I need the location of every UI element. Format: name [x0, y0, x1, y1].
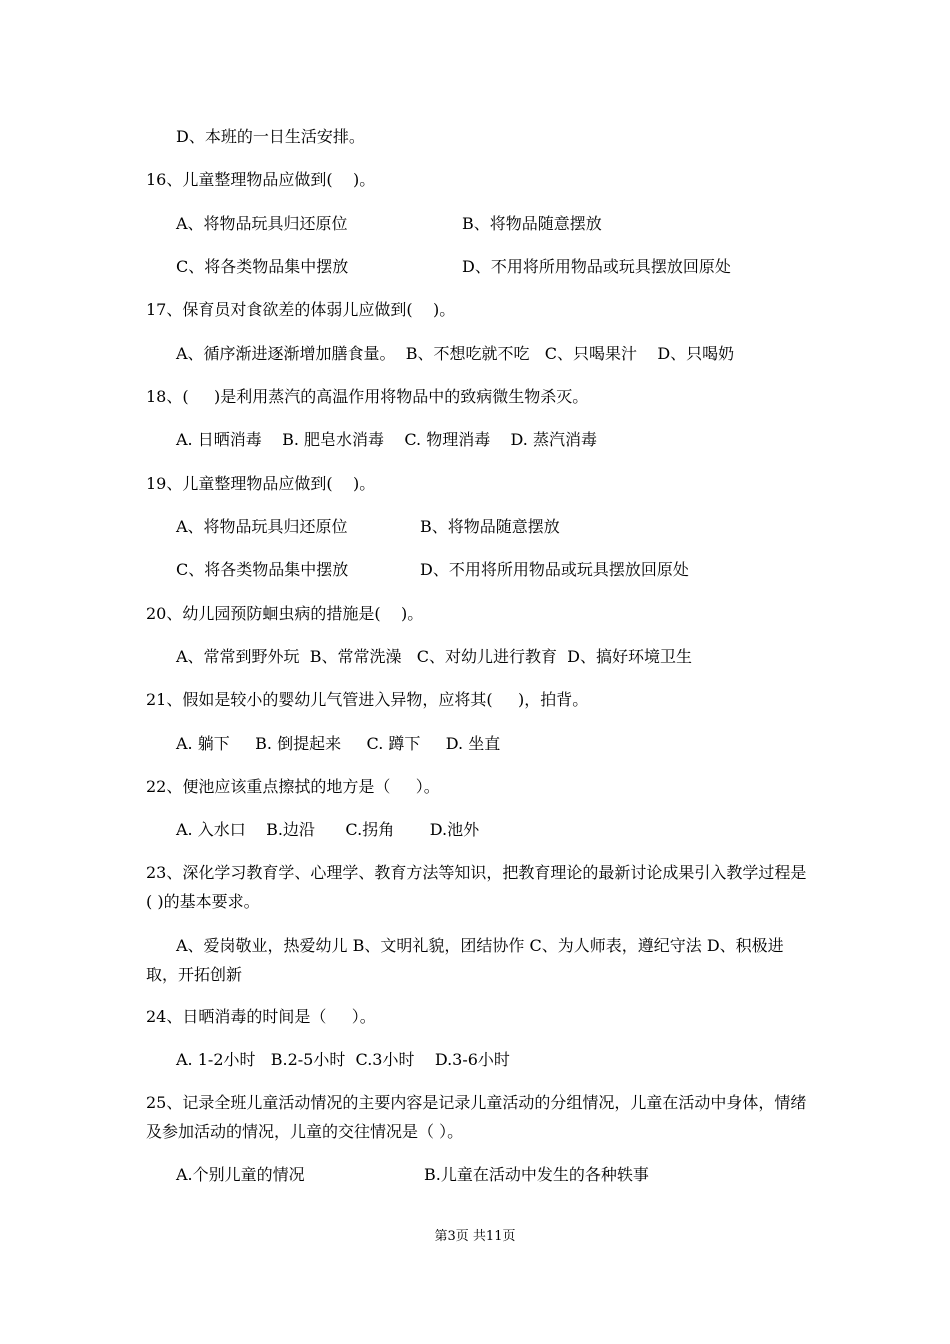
q16-option-a: A、将物品玩具归还原位: [176, 214, 348, 233]
q16-option-d: D、不用将所用物品或玩具摆放回原处: [462, 257, 731, 276]
q25-option-a: A.个别儿童的情况: [176, 1165, 305, 1184]
q19-option-d: D、不用将所用物品或玩具摆放回原处: [420, 560, 689, 579]
q24-options: A. 1-2小时 B.2-5小时 C.3小时 D.3-6小时: [176, 1050, 510, 1069]
q19-option-b: B、将物品随意摆放: [420, 517, 560, 536]
q17-options: A、循序渐进逐渐增加膳食量。 B、不想吃就不吃 C、只喝果汁 D、只喝奶: [176, 344, 735, 363]
q21-options: A. 躺下 B. 倒提起来 C. 蹲下 D. 坐直: [176, 734, 501, 753]
q23-question: 23、深化学习教育学、心理学、教育方法等知识，把教育理论的最新讨论成果引入教学过程是( )的基本要求。: [146, 863, 807, 911]
q21-question: 21、假如是较小的婴幼儿气管进入异物，应将其( )，拍背。: [146, 690, 589, 709]
q19-question: 19、儿童整理物品应做到( )。: [146, 474, 376, 493]
page-footer: 第3页 共11页: [434, 1229, 516, 1244]
q25-option-b: B.儿童在活动中发生的各种轶事: [424, 1165, 649, 1184]
q16-option-b: B、将物品随意摆放: [462, 214, 602, 233]
q17-question: 17、保育员对食欲差的体弱儿应做到( )。: [146, 300, 456, 319]
q20-question: 20、幼儿园预防蛔虫病的措施是( )。: [146, 604, 424, 623]
q19-option-a: A、将物品玩具归还原位: [176, 517, 348, 536]
q20-options: A、常常到野外玩 B、常常洗澡 C、对幼儿进行教育 D、搞好环境卫生: [176, 647, 692, 666]
q22-options: A. 入水口 B.边沿 C.拐角 D.池外: [176, 820, 480, 839]
q22-question: 22、便池应该重点擦拭的地方是（ ）。: [146, 777, 440, 796]
q18-question: 18、( )是利用蒸汽的高温作用将物品中的致病微生物杀灭。: [146, 387, 589, 406]
q24-question: 24、日晒消毒的时间是（ ）。: [146, 1007, 376, 1026]
q15-option-d: D、本班的一日生活安排。: [176, 127, 365, 146]
q25-question: 25、记录全班儿童活动情况的主要内容是记录儿童活动的分组情况，儿童在活动中身体，情绪及参加活动的情况，儿童的交往情况是（ ）。: [146, 1093, 807, 1141]
q19-option-c: C、将各类物品集中摆放: [176, 560, 349, 579]
q23-options: A、爱岗敬业，热爱幼儿 B、文明礼貌，团结协作 C、为人师表，遵纪守法 D、积极进取，开拓创新: [146, 936, 784, 984]
q16-option-c: C、将各类物品集中摆放: [176, 257, 349, 276]
q18-options: A. 日晒消毒 B. 肥皂水消毒 C. 物理消毒 D. 蒸汽消毒: [176, 430, 597, 449]
q16-question: 16、儿童整理物品应做到( )。: [146, 170, 376, 189]
